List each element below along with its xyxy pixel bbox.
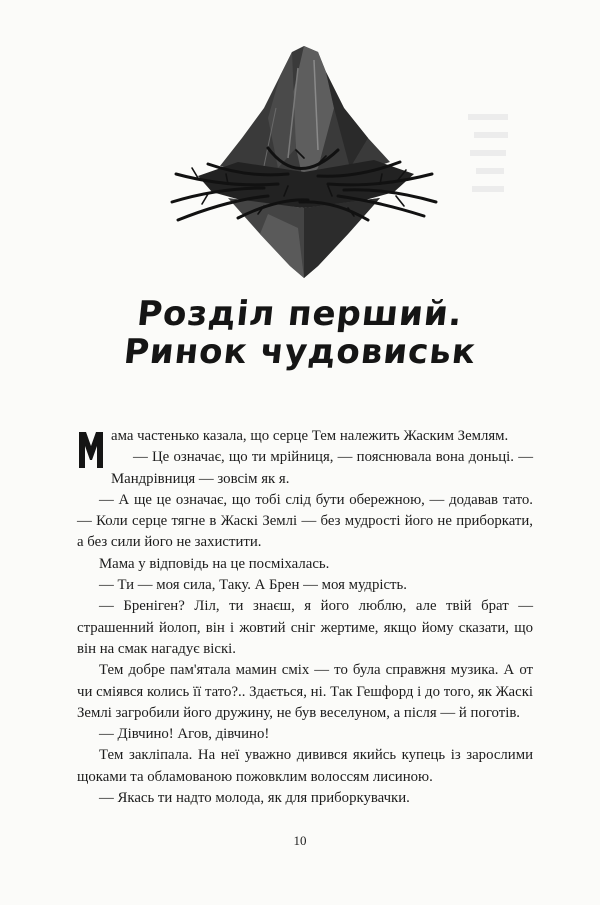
paragraph: Тем закліпала. На неї уважно дивився якийсь купець із зарослими щоками та обламованою пожовклим волоссям лисиною. [77,747,533,785]
page-number: 10 [293,833,307,848]
paragraph: — Це означає, що ти мрійниця, — пояснювала вона доньці. — Мандрівниця — зовсім як я. [111,449,533,487]
chapter-body [77,426,533,809]
paragraph: — Бреніген? Ліл, ти знаєш, я його люблю, але твій брат — страшенний йолоп, він і жовтий сніг жертиме, якщо йому сказати, що він на смак нагадує віскі. [77,598,533,657]
paragraph: ама частенько казала, що серце Тем належить Жаским Землям. [111,428,509,444]
paragraph: Тем добре пам'ятала мамин сміх — то була справжня музика. А от чи сміявся колись її тато?.. Здається, ні. Так Гешфорд і до того, як Жаскі Землі загробили його дружину, не був веселуном, а після — й поготів. [77,662,533,721]
thorned-floating-rock-icon [168,38,440,280]
chapter-title-line-1: Розділ перший. [135,294,465,334]
chapter-title-line-2: Ринок чудовиськ [121,332,479,372]
paragraph: — Ти — моя сила, Таку. А Брен — моя мудрість. [99,577,407,594]
paragraph: — Якась ти надто молода, як для приборкувачки. [99,790,410,807]
paragraph: Мама у відповідь на це посміхалась. [99,555,330,572]
faint-bleedthrough-mark [466,110,526,210]
paragraph: — Дівчино! Агов, дівчино! [99,726,270,743]
paragraph: — А ще це означає, що тобі слід бути обережною, — додавав тато. — Коли серце тягне в Жаскі Землі — без мудрості його не приборкати, а без сили його не захистити. [77,491,533,551]
dropcap-letter-graphic [77,430,105,470]
